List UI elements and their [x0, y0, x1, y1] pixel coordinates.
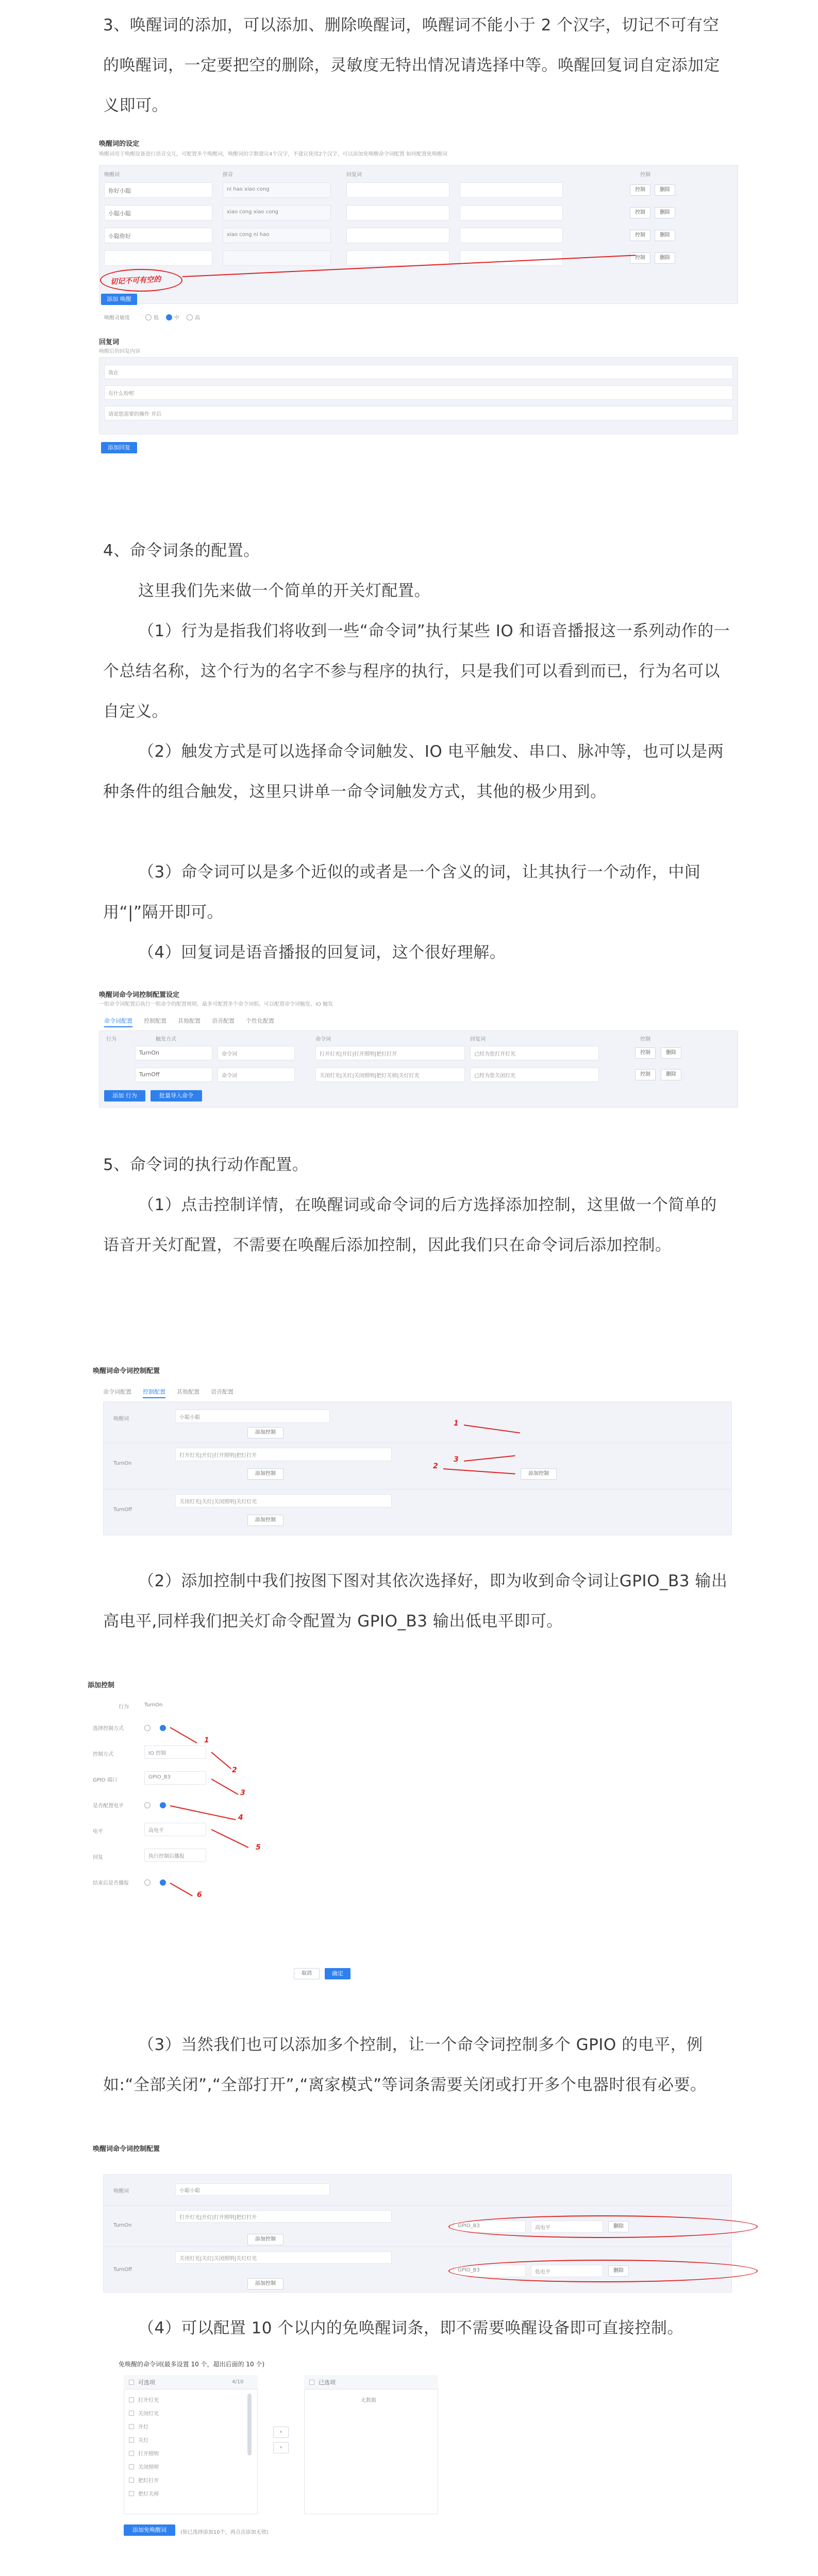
field-label-5: 回复: [93, 1855, 103, 1860]
field-0-opt-a[interactable]: [144, 1725, 151, 1731]
command-tabs: [104, 1015, 286, 1027]
multi-row-2-gpio-value: GPIO_B3: [458, 2223, 480, 2229]
available-title: 可选项: [138, 2379, 155, 2386]
reply-item-3-text: 请说您需要的操作 并后: [108, 412, 162, 417]
add-control-screenshot: [88, 1680, 397, 1989]
available-item[interactable]: 关灯: [138, 2438, 148, 2444]
reply-item-1-text: 我在: [108, 370, 119, 376]
trigger-value-2: 命令词: [222, 1073, 237, 1079]
level-value: 高电平: [148, 1828, 164, 1834]
ctrl-button-1[interactable]: 控制: [630, 184, 650, 196]
command-value-2: 关闭灯光|关灯|关闭照明|把灯关掉|关灯灯光: [320, 1073, 420, 1079]
sensitivity-high[interactable]: [187, 314, 193, 320]
list-scrollbar[interactable]: [247, 2394, 252, 2455]
pinyin-input-4[interactable]: [223, 250, 331, 266]
available-item[interactable]: 打开照明: [138, 2451, 159, 2457]
available-item-checkbox[interactable]: [129, 2478, 134, 2483]
pinyin-value-1: ni hao xiao cong: [227, 187, 270, 192]
wake-value-3: 小聪你好: [108, 233, 131, 240]
tab-control[interactable]: 控制配置: [144, 1018, 166, 1024]
mark-2: 2: [433, 1462, 438, 1470]
section-5-step3: （3）当然我们也可以添加多个控制，让一个命令词控制多个 GPIO 的电平，例如:“全部关闭”,“全部打开”,“离家模式”等词条需要关闭或打开多个电器时很有必要。: [103, 2036, 707, 2094]
reply-input-4b[interactable]: [460, 250, 563, 266]
ctrl-row-2-add-right[interactable]: 添加控制: [521, 1468, 557, 1480]
behavior-value-1: TurnOn: [139, 1049, 159, 1056]
available-item[interactable]: 关闭灯光: [138, 2411, 159, 2417]
available-item-checkbox[interactable]: [129, 2397, 134, 2402]
command-config-subtitle: 一组命令词配置后执行一组命令的配置规则，最多可配置多个命令词组，可以配置命令词触发、IO 触发: [99, 1002, 333, 1007]
reply-value-cmd-2: 已经为您关闭灯光: [474, 1073, 515, 1079]
ctrl-row-2-add[interactable]: 添加控制: [247, 1468, 283, 1480]
multi-row-3-name: TurnOff: [113, 2267, 132, 2273]
ctrl-button-4[interactable]: 控制: [630, 252, 650, 264]
multi-row-3-add[interactable]: 添加控制: [247, 2278, 283, 2290]
add-wake-button[interactable]: 添加 唤醒: [101, 294, 137, 305]
col-ctrl: 控制: [640, 172, 650, 178]
form-arrow-3: [211, 1778, 239, 1795]
field-6-opt-b[interactable]: [160, 1879, 166, 1886]
form-mark-5: 5: [256, 1843, 261, 1852]
wake-input-4[interactable]: [104, 250, 212, 266]
reply-input-2b[interactable]: [460, 205, 563, 221]
reply-item-2-text: 有什么吩咐: [108, 391, 134, 397]
section-4-trigger: （2）触发方式是可以选择命令词触发、IO 电平触发、串口、脉冲等，也可以是两种条件的组合触发，这里只讲单一命令词触发方式，其他的极少用到。: [103, 742, 724, 801]
multi-ellipse-2: [448, 2260, 758, 2282]
section-4-heading: 4、命令词条的配置。: [103, 541, 260, 560]
section-5-step1: （1）点击控制详情，在唤醒词或命令词的后方选择添加控制，这里做一个简单的语音开关灯配置，不需要在唤醒后添加控制，因此我们只在命令词后添加控制。: [103, 1196, 717, 1255]
sensitivity-label: 唤醒灵敏度: [104, 315, 130, 321]
multi-row-2-words-text: 打开灯光|开灯|打开照明|把灯打开: [179, 2215, 257, 2221]
form-mark-6: 6: [197, 1891, 202, 1899]
ctrl-button-3[interactable]: 控制: [630, 230, 650, 241]
reply-input-3b[interactable]: [460, 228, 563, 243]
ctrl-row-3-name: TurnOff: [113, 1507, 132, 1513]
field-label-1: 控制方式: [93, 1752, 113, 1757]
bulk-import-button[interactable]: 批量导入命令: [151, 1090, 202, 1101]
ctrl-row-2-words-text: 打开灯光|开灯|打开照明|把灯打开: [179, 1453, 257, 1459]
form-cancel-button[interactable]: 取消: [294, 1968, 320, 1979]
available-item-checkbox[interactable]: [129, 2491, 134, 2496]
available-item-checkbox[interactable]: [129, 2464, 134, 2469]
multi-control-screenshot: [93, 2143, 737, 2298]
form-mark-4: 4: [238, 1814, 243, 1822]
pinyin-value-2: xiao cong xiao cong: [227, 209, 279, 215]
col-wake: 唤醒词: [104, 172, 120, 178]
section-3-text: 3、唤醒词的添加，可以添加、删除唤醒词，唤醒词不能小于 2 个汉字，切记不可有空的唤醒词，一定要把空的删除，灵敏度无特出情况请选择中等。唤醒回复词自定添加定义即可。: [103, 16, 720, 115]
field-3-opt-a[interactable]: [144, 1802, 151, 1808]
add-reply-button[interactable]: 添加回复: [101, 442, 137, 453]
col-pinyin: 拼音: [223, 172, 233, 178]
reply-item-2[interactable]: [104, 385, 733, 400]
multi-row-3-words-text: 关闭灯光|关灯|关闭照明|关灯灯光: [179, 2256, 257, 2262]
ctrl-row-3-add[interactable]: 添加控制: [247, 1515, 283, 1526]
wake-value-2: 小聪小聪: [108, 210, 131, 217]
pinyin-value-3: xiao cong ni hao: [227, 232, 270, 238]
available-item[interactable]: 把灯打开: [138, 2478, 159, 2484]
available-item[interactable]: 关闭照明: [138, 2465, 159, 2470]
section-5-heading: 5、命令词的执行动作配置。: [103, 1156, 309, 1174]
selected-empty: 无数据: [361, 2398, 376, 2403]
multi-row-3-level-value: 低电平: [535, 2269, 550, 2275]
delete-button-3[interactable]: 删除: [655, 230, 675, 241]
control-detail-screenshot: [93, 1365, 737, 1546]
ctrl-row-3-words-text: 关闭灯光|关灯|关闭照明|关灯灯光: [179, 1499, 257, 1505]
section-4-intro: 这里我们先来做一个简单的开关灯配置。: [138, 582, 430, 600]
field-6-opt-a[interactable]: [144, 1879, 151, 1886]
wake-word-screenshot: [99, 138, 738, 530]
wakeless-title: 免唤醒的命令词(最多设置 10 个，超出后面的 10 个): [119, 2361, 265, 2368]
form-arrow-6: [170, 1883, 193, 1896]
tab-other[interactable]: 其他配置: [178, 1018, 201, 1024]
reply-input-3[interactable]: [346, 228, 449, 243]
move-left-button[interactable]: ‹: [273, 2427, 289, 2438]
reply-input-4[interactable]: [346, 250, 449, 266]
reply-select-value: 执行控制后播报: [148, 1854, 185, 1859]
section-4-command: （3）命令词可以是多个近似的或者是一个含义的词，让其执行一个动作，中间用“|”隔开即可。: [103, 863, 701, 922]
control-button-cmd-1[interactable]: 控制: [635, 1047, 656, 1059]
field-label-3: 是否配置电平: [93, 1803, 124, 1809]
col-command: 命令词: [315, 1037, 331, 1042]
ctrl-row-1-name: 唤醒词: [113, 1416, 129, 1422]
reply-input-1b[interactable]: [460, 182, 563, 198]
form-ok-button[interactable]: 确定: [325, 1968, 350, 1979]
reply-item-3[interactable]: [104, 406, 733, 420]
col-trigger: 触发方式: [156, 1037, 176, 1042]
control-button-cmd-2[interactable]: 控制: [635, 1069, 656, 1080]
command-config-screenshot: [99, 989, 738, 1133]
reply-item-1[interactable]: [104, 365, 733, 379]
field-label-0: 选择控制方式: [93, 1726, 124, 1732]
command-value-1: 打开灯光|开灯|打开照明|把灯打开: [320, 1052, 397, 1057]
trigger-value-1: 命令词: [222, 1052, 237, 1057]
form-arrow-1: [170, 1727, 197, 1743]
field-label-6: 结束后是否播报: [93, 1880, 129, 1886]
sensitivity-low[interactable]: [145, 314, 152, 320]
available-item[interactable]: 开灯: [138, 2425, 148, 2430]
command-config-title: 唤醒词命令词控制配置设定: [99, 991, 180, 999]
tab-command-2[interactable]: 命令词配置: [103, 1388, 131, 1395]
section-4-reply: （4）回复词是语音播报的回复词，这个很好理解。: [138, 943, 506, 962]
available-item[interactable]: 把灯关掉: [138, 2492, 159, 2497]
wake-word-subtitle: 唤醒词用于唤醒设备进行语音交互，可配置多个唤醒词，唤醒词的字数建议4个汉字，不建议使用2个汉字，可以添加免唤醒命令词配置 如何配置免唤醒词: [99, 151, 447, 157]
form-arrow-4: [170, 1805, 236, 1820]
selected-select-all[interactable]: [309, 2380, 314, 2385]
available-item-checkbox[interactable]: [129, 2411, 134, 2416]
available-item-checkbox[interactable]: [129, 2437, 134, 2443]
sensitivity-mid[interactable]: [166, 314, 172, 320]
control-detail-tabs: [103, 1386, 245, 1398]
form-arrow-5: [211, 1829, 249, 1848]
reply-input-2[interactable]: [346, 205, 449, 221]
field-0-opt-b[interactable]: [160, 1725, 166, 1731]
wake-word-title: 唤醒词的设定: [99, 140, 140, 148]
ctrl-row-1-words-text: 小聪小聪: [179, 1415, 200, 1420]
field-3-opt-b[interactable]: [160, 1802, 166, 1808]
available-item-checkbox[interactable]: [129, 2451, 134, 2456]
behavior-value-2: TurnOff: [139, 1071, 160, 1078]
form-mark-3: 3: [240, 1789, 245, 1797]
form-mark-1: 1: [204, 1736, 209, 1744]
reply-section-sub: 唤醒后的回复内容: [99, 349, 140, 354]
annotation-text: 切记不可有空的: [110, 275, 161, 286]
tab-voice[interactable]: 语音配置: [212, 1018, 235, 1024]
sensitivity-mid-label: 中: [174, 315, 179, 321]
available-select-all[interactable]: [129, 2380, 134, 2385]
tab-custom[interactable]: 个性化配置: [246, 1018, 274, 1024]
tab-voice-2[interactable]: 语音配置: [211, 1388, 233, 1395]
multi-control-title: 唤醒词命令词控制配置: [93, 2145, 160, 2153]
selected-title: 已选项: [319, 2379, 336, 2386]
multi-row-2-name: TurnOn: [113, 2223, 132, 2228]
add-control-title: 添加控制: [88, 1682, 115, 1689]
add-behavior-button[interactable]: 添加 行为: [104, 1090, 145, 1101]
available-item-checkbox[interactable]: [129, 2424, 134, 2429]
col-reply: 回复词: [346, 172, 362, 178]
form-mark-2: 2: [232, 1766, 237, 1774]
sensitivity-high-label: 高: [195, 315, 200, 321]
multi-row-2-add[interactable]: 添加控制: [247, 2234, 283, 2245]
add-control-behavior-value: TurnOn: [144, 1702, 163, 1708]
mark-1: 1: [454, 1419, 459, 1428]
reply-input-1[interactable]: [346, 182, 449, 198]
section-4-behavior: （1）行为是指我们将收到一些“命令词”执行某些 IO 和语音播报这一系列动作的一个总结名称，这个行为的名字不参与程序的执行，只是我们可以看到而已，行为名可以自定义。: [103, 622, 730, 721]
add-control-behavior-label: 行为: [119, 1704, 129, 1710]
gpio-port-value: GPIO_B3: [148, 1774, 171, 1780]
ctrl-row-2-name: TurnOn: [113, 1461, 132, 1466]
available-item[interactable]: 打开灯光: [138, 2398, 159, 2403]
control-type-value: IO 控制: [148, 1751, 166, 1756]
delete-button-cmd-1[interactable]: 删除: [661, 1047, 681, 1059]
col-reply: 回复词: [470, 1037, 486, 1042]
ctrl-row-1-add[interactable]: 添加控制: [247, 1427, 283, 1438]
tab-other-2[interactable]: 其他配置: [177, 1388, 199, 1395]
available-count: 4/10: [232, 2379, 244, 2385]
reply-section-title: 回复词: [99, 338, 120, 346]
section-5-step4: （4）可以配置 10 个以内的免唤醒词条，即不需要唤醒设备即可直接控制。: [138, 2319, 683, 2337]
delete-button-4[interactable]: 删除: [655, 252, 675, 264]
multi-row-1-name: 唤醒词: [113, 2189, 129, 2194]
multi-row-2-level-value: 高电平: [535, 2225, 550, 2231]
wakeless-screenshot: [119, 2360, 510, 2545]
delete-button-cmd-2[interactable]: 删除: [661, 1069, 681, 1080]
col-behavior: 行为: [106, 1037, 116, 1042]
delete-button-2[interactable]: 删除: [655, 207, 675, 218]
multi-row-1-words-text: 小聪小聪: [179, 2188, 200, 2194]
sensitivity-low-label: 低: [154, 315, 159, 321]
tab-command[interactable]: 命令词配置: [104, 1016, 132, 1027]
tab-control-2[interactable]: 控制配置: [143, 1387, 165, 1398]
delete-button-1[interactable]: 删除: [655, 184, 675, 196]
multi-row-3-delete[interactable]: 删除: [608, 2265, 629, 2277]
col-control: 控制: [640, 1037, 650, 1042]
field-label-2: GPIO 端口: [93, 1777, 118, 1783]
multi-row-3-gpio-value: GPIO_B3: [458, 2267, 480, 2273]
wakeless-note: (如已选择添加10个，再点击添加无效): [180, 2530, 269, 2535]
ctrl-button-2[interactable]: 控制: [630, 207, 650, 218]
section-5-step2: （2）添加控制中我们按图下图对其依次选择好，即为收到命令词让GPIO_B3 输出高电平,同样我们把关灯命令配置为 GPIO_B3 输出低电平即可。: [103, 1572, 728, 1631]
add-wakeless-button[interactable]: 添加免唤醒词: [124, 2524, 175, 2536]
move-right-button[interactable]: ›: [273, 2442, 289, 2453]
control-detail-title: 唤醒词命令词控制配置: [93, 1367, 160, 1375]
mark-3: 3: [454, 1455, 459, 1464]
multi-ellipse-1: [448, 2215, 758, 2238]
multi-row-2-delete[interactable]: 删除: [608, 2221, 629, 2232]
wake-value-1: 你好小聪: [108, 188, 131, 194]
form-arrow-2: [211, 1752, 231, 1769]
field-label-4: 电平: [93, 1829, 103, 1835]
reply-value-cmd-1: 已经为您打开灯光: [474, 1052, 515, 1057]
